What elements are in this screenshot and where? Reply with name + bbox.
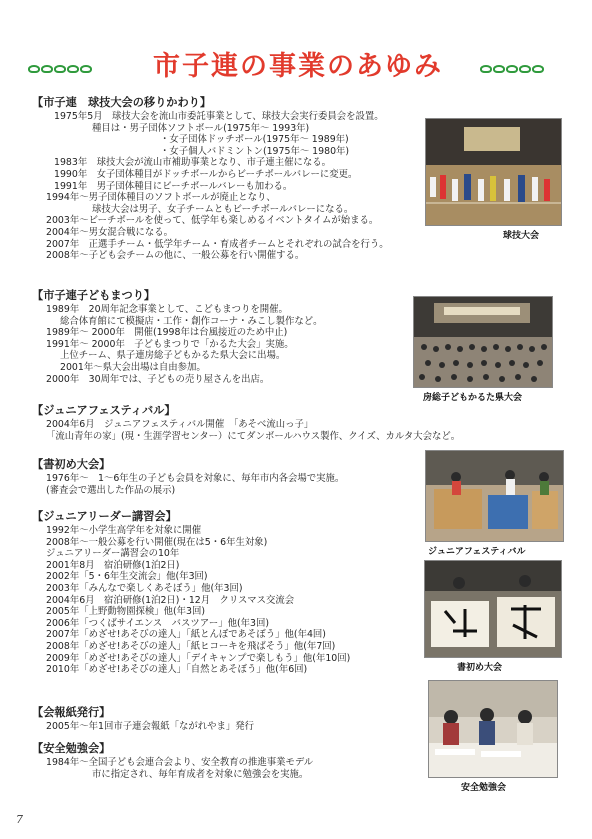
section-line: 2001年～県大会出場は自由参加。 [60, 361, 206, 373]
section-title: 【書初め大会】 [32, 458, 111, 471]
karuta-photo [413, 296, 553, 388]
section-line: ・女子個人バドミントン(1975年～ 1980年) [160, 145, 350, 157]
section-line: 1994年～男子団体種目のソフトボールが廃止となり、 [46, 192, 276, 204]
section-line: 2009年「めざせ!あそびの達人」「デイキャンプで楽しもう」他(年10回) [46, 652, 351, 664]
section-line: 2003年～ビーチボールを使って、低学年も楽しめるイベントタイムが始まる。 [46, 215, 379, 227]
section-line: 2010年「めざせ!あそびの達人」「自然とあそぼう」他(年6回) [46, 664, 308, 676]
photo-caption: 安全勉強会 [461, 783, 507, 793]
section-line: 1991年～ 2000年 子どもまつりで「かるた大会」実施。 [46, 338, 294, 350]
section-line: 「流山青年の家」(現・生涯学習センター）にてダンボールハウス製作、クイズ、カルタ大会など。 [46, 430, 461, 442]
photo-caption: 球技大会 [503, 231, 540, 241]
section-line: 1992年～小学生高学年を対象に開催 [46, 525, 202, 536]
junior-festival-photo [425, 450, 564, 542]
section-line: 2004年～男女混合戦になる。 [46, 226, 173, 238]
section-line: 1984年～全国子ども会連合会より、安全教育の推進事業モデル [46, 757, 314, 768]
page-title: 市子連の事業のあゆみ [153, 51, 443, 82]
section-line: 総合体育館にて模擬店・工作・創作コーナ・みこし製作など。 [60, 315, 323, 327]
section-title: 【ジュニアフェスティバル】 [32, 404, 176, 417]
section-line: 2008年「めざせ!あそびの達人」「紙ヒコーキを飛ばそう」他(年7回) [46, 640, 336, 652]
section-line: 2001年8月 宿泊研修(1泊2日) [46, 559, 180, 571]
section-line: 2008年～子ども会チームの他に、一般公募を行い開催する。 [46, 250, 305, 262]
section-line: 1983年 球技大会が流山市補助事業となり、市子連主催になる。 [54, 157, 331, 169]
section-line: 上位チーム、県子連房総子どもかるた県大会に出場。 [60, 350, 286, 362]
section-line: 2005年「上野動物園探検」他(年3回) [46, 606, 206, 618]
section-title: 【ジュニアリーダー講習会】 [32, 510, 177, 523]
section-line: 1989年 20周年記念事業として、こどもまつりを開催。 [46, 304, 288, 315]
section-title: 【会報紙発行】 [32, 706, 111, 719]
calligraphy-photo [424, 560, 562, 658]
section-title: 【安全勉強会】 [32, 742, 111, 755]
section-line: 2004年6月 ジュニアフェスティバル開催 「あそべ流山っ子」 [46, 419, 314, 430]
section-line: 2006年「つくばサイエンス バスツアー」他(年3回) [46, 617, 270, 629]
section-line: 市に指定され、毎年育成者を対象に勉強会を実施。 [92, 768, 309, 780]
right-ornament-icon [480, 58, 550, 72]
left-ornament-icon [28, 58, 98, 72]
section-line: 2002年「5・6年生交流会」他(年3回) [46, 571, 208, 583]
photo-caption: 房総子どもかるた県大会 [423, 393, 523, 403]
title-banner [0, 44, 592, 84]
section-title: 【市子連子どもまつり】 [32, 289, 156, 302]
section-line: 1989年～ 2000年 開催(1998年は台風接近のため中止) [46, 327, 288, 339]
section-line: 2000年 30周年では、子どもの売り屋さんを出店。 [46, 373, 270, 385]
safety-study-photo [428, 680, 558, 778]
section-line: 2007年「めざせ!あそびの達人」「紙とんぼであそぼう」他(年4回) [46, 629, 326, 641]
section-title: 【市子連 球技大会の移りかわり】 [32, 96, 212, 109]
section-line: 2003年「みんなで楽しくあそぼう」他(年3回) [46, 582, 243, 594]
section-line: ジュニアリーダー講習会の10年 [46, 548, 180, 560]
section-line: 1976年～ 1～6年生の子ども会員を対象に、毎年市内各会場で実施。 [46, 473, 345, 484]
section-line: 球技大会は男子、女子チームともビーチボールバレーになる。 [92, 203, 354, 215]
section-line: 1990年 女子団体種目がドッチボールからビーチボールバレーに変更。 [54, 168, 358, 180]
section-line: 1975年5月 球技大会を流山市委託事業として、球技大会実行委員会を設置。 [54, 111, 384, 122]
section-line: 2007年 正選手チーム・低学年チーム・育成者チームとそれぞれの試合を行う。 [46, 238, 389, 250]
ball-games-photo [425, 118, 562, 226]
section-line: 1991年 男子団体種目にビーチボールバレーも加わる。 [54, 180, 293, 192]
section-line: 2005年～年1回市子連会報紙「ながれやま」発行 [46, 721, 254, 732]
section-line: 種目は・男子団体ソフトボール(1975年～ 1993年) [92, 122, 310, 134]
photo-caption: 書初め大会 [457, 663, 503, 673]
section-line: 2008年～一般公募を行い開催(現在は5・6年生対象) [46, 536, 268, 548]
section-junior-festival [32, 404, 552, 442]
section-line: (審査会で選出した作品の展示) [46, 484, 176, 496]
section-line: ・女子団体ドッチボール(1975年～ 1989年) [160, 134, 349, 146]
page-number: 7 [16, 813, 23, 826]
section-line: 2004年6月 宿泊研修(1泊2日)・12月 クリスマス交流会 [46, 594, 295, 606]
photo-caption: ジュニアフェスティバル [428, 547, 526, 557]
